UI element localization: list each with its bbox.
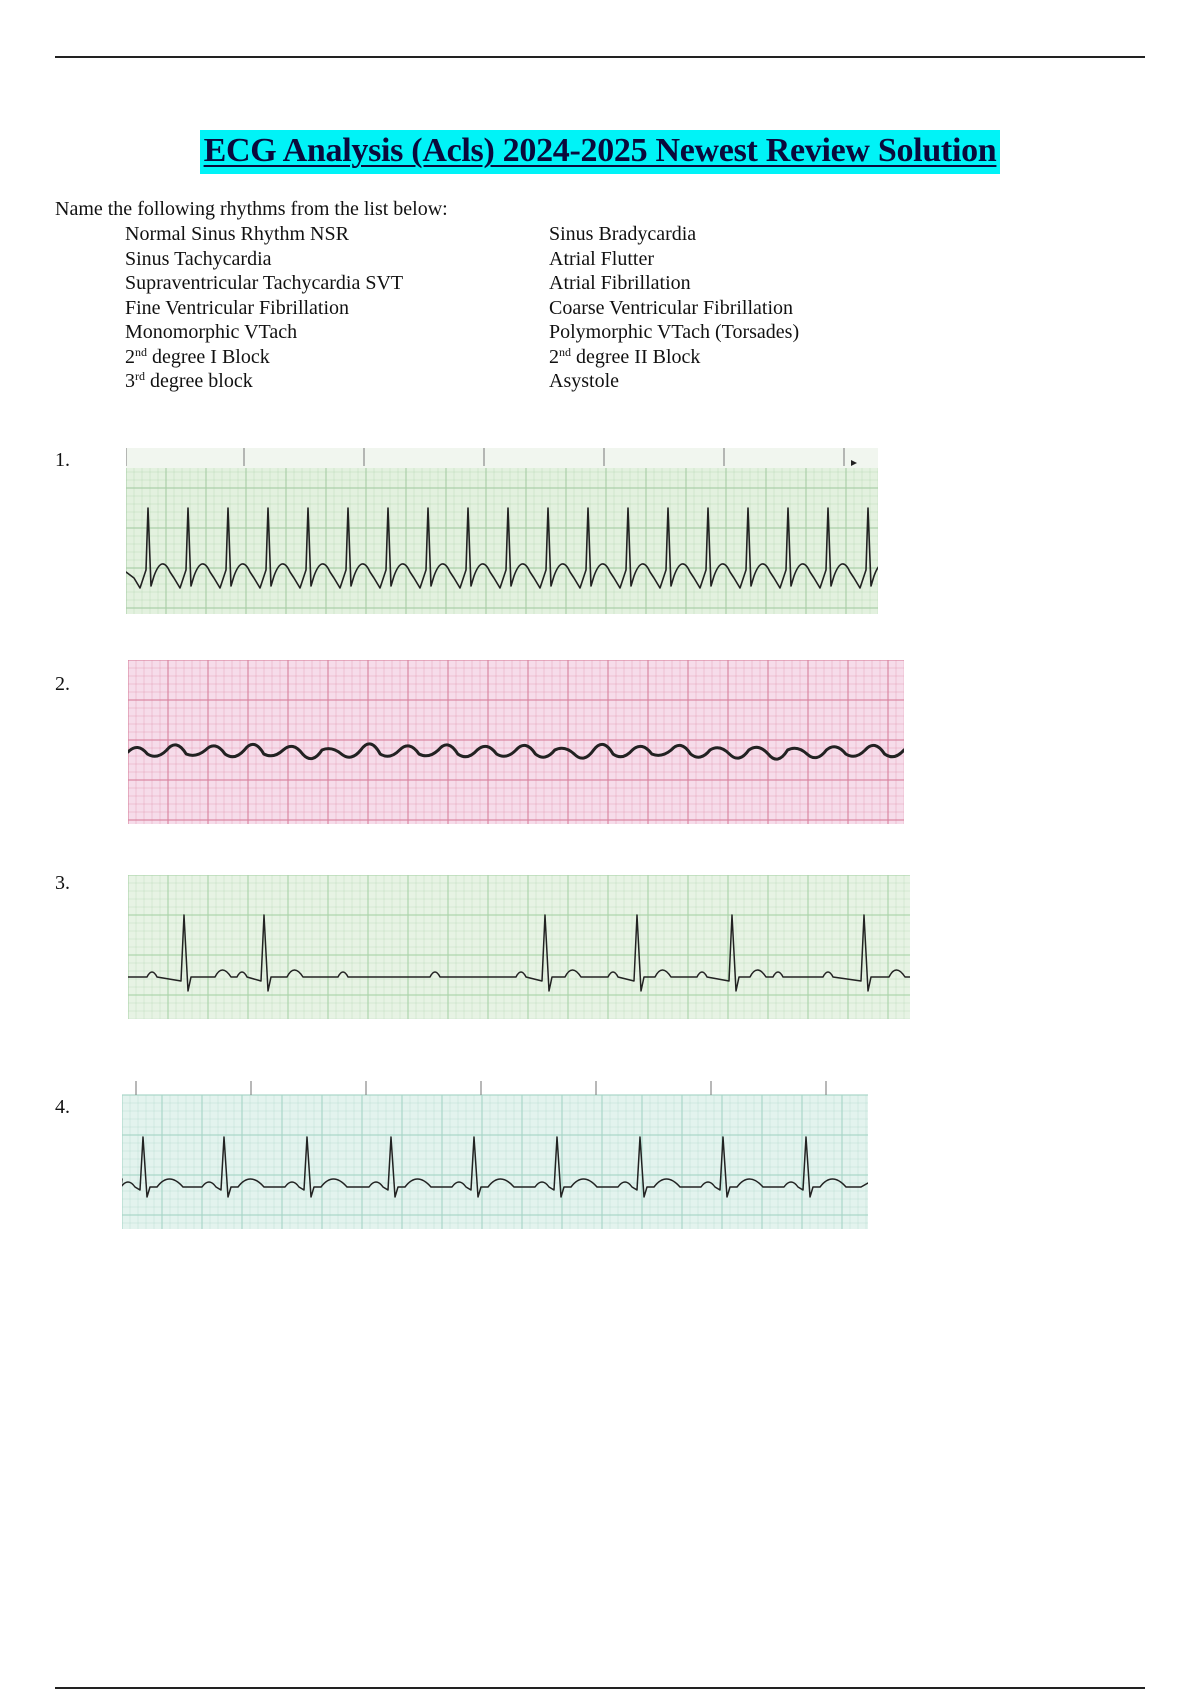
rhythm-option: Normal Sinus Rhythm NSR (125, 223, 349, 245)
ecg-strip-3 (128, 875, 910, 1019)
instructions: Name the following rhythms from the list below: (55, 198, 448, 220)
rhythm-option: Sinus Bradycardia (549, 223, 697, 245)
ecg-strip-2 (128, 660, 904, 824)
rhythm-option: Supraventricular Tachycardia SVT (125, 272, 404, 294)
bottom-rule (55, 1687, 1145, 1689)
title-block (0, 130, 1200, 174)
rhythm-option: Atrial Flutter (549, 247, 654, 270)
rhythm-option: Atrial Fibrillation (549, 272, 691, 294)
rhythm-option: Coarse Ventricular Fibrillation (549, 296, 794, 319)
rhythm-list-right (549, 222, 799, 394)
rhythm-option: 3rd degree block (125, 369, 253, 392)
top-rule (55, 56, 1145, 58)
question-number-2: 2. (55, 673, 70, 695)
rhythm-list-left (125, 222, 403, 394)
question-number-3: 3. (55, 872, 70, 894)
question-number-1: 1. (55, 449, 70, 471)
rhythm-option: Fine Ventricular Fibrillation (125, 296, 350, 319)
page-title: ECG Analysis (Acls) 2024-2025 Newest Review Solution (200, 130, 1001, 174)
rhythm-option: Asystole (549, 370, 619, 392)
rhythm-option: 2nd degree I Block (125, 344, 270, 368)
ecg-strip-4 (122, 1081, 868, 1229)
rhythm-option: 2nd degree II Block (549, 344, 701, 368)
question-number-4: 4. (55, 1096, 70, 1118)
ecg-strip-1 (126, 448, 878, 614)
rhythm-option: Polymorphic VTach (Torsades) (549, 321, 800, 343)
ecg-paper (128, 660, 904, 824)
rhythm-option: Monomorphic VTach (125, 321, 298, 343)
rhythm-option: Sinus Tachycardia (125, 247, 272, 270)
